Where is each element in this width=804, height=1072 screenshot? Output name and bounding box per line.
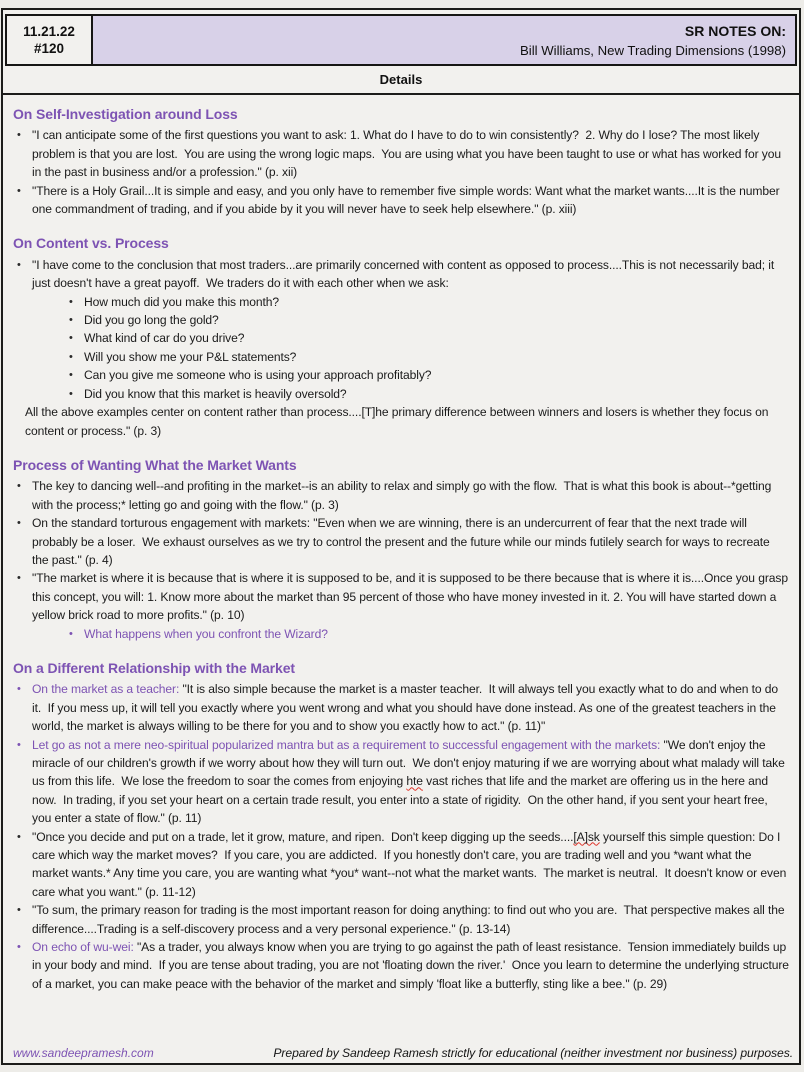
- notes-page: [1, 8, 801, 1065]
- sub-bullet-item: [65, 348, 789, 366]
- bullet-icon: •: [17, 480, 21, 493]
- details-section-label: Details: [3, 66, 799, 95]
- bullet-lead-text: Let go as not a mere neo-spiritual popularized mantra but as a requirement to successful engagement with the markets:: [32, 737, 664, 752]
- bullet-item: [13, 736, 789, 828]
- bullet-text: What happens when you confront the Wizard?: [84, 626, 328, 641]
- disclaimer-text: Prepared by Sandeep Ramesh strictly for educational (neither investment nor business) purposes.: [273, 1046, 793, 1060]
- website-link[interactable]: www.sandeepramesh.com: [13, 1046, 154, 1060]
- bullet-text: How much did you make this month?: [84, 294, 279, 309]
- section-heading: On Self-Investigation around Loss: [13, 106, 238, 122]
- page-footer: [3, 1046, 799, 1063]
- note-date: 11.21.22: [23, 24, 75, 39]
- bullet-item: [13, 126, 789, 181]
- sub-bullet-item: [65, 366, 789, 384]
- sub-bullet-item: [65, 329, 789, 347]
- bullet-text: "Once you decide and put on a trade, let it grow, mature, and ripen. Don't keep digging up the seeds....[A]sk yourself this simple question: Do I care which way the market moves? If you care, you are addicted. If you honestly don't care, you are trading well and you *want what the market wants.* Any time you care, you are wanting what *you* want--not what the market wants. The market is neutral. It doesn't know or even care what you want." (p. 11-12): [32, 829, 790, 899]
- section-heading: On Content vs. Process: [13, 235, 169, 252]
- bullet-text: "I can anticipate some of the first questions you want to ask: 1. What do I have to do to win consistently? 2. Why do I lose? The most likely problem is that you are lost. You are using the wrong logic maps. You are using what you have been taught to use or what has worked for you in the past in business and/or a profession." (p. xii): [32, 128, 785, 180]
- header-band: [5, 14, 797, 66]
- bullet-text: "I have come to the conclusion that most traders...are primarily concerned with content as opposed to process....This is not necessarily bad; it just doesn't have a great payoff. We traders do it with each other when we ask:: [32, 257, 778, 291]
- bullet-icon: •: [17, 258, 21, 271]
- misspelling-underline: [A]sk: [573, 829, 600, 844]
- bullet-icon: •: [17, 941, 21, 954]
- bullet-item: [13, 514, 789, 569]
- bullet-icon: •: [69, 332, 73, 345]
- bullet-text: Can you give me someone who is using your approach profitably?: [84, 368, 432, 383]
- bullet-icon: •: [17, 184, 21, 197]
- bullet-text: The key to dancing well--and profiting in the market--is an ability to relax and simply go with the flow. That is what this book is about--*getting with the process;* letting go and going with the flow." (p. 3): [32, 479, 775, 512]
- bullet-icon: •: [17, 904, 21, 917]
- section-heading: On a Different Relationship with the Market: [13, 659, 295, 676]
- bullet-item: [13, 182, 789, 219]
- bullet-icon: •: [69, 369, 73, 382]
- bullet-item: [13, 901, 789, 938]
- bullet-lead-text: On echo of wu-wei:: [32, 940, 137, 955]
- sub-bullet-item: [65, 385, 789, 403]
- notes-label: SR NOTES ON:: [684, 23, 786, 39]
- date-issue-box: [7, 16, 93, 64]
- bullet-icon: •: [17, 683, 21, 696]
- bullet-text: Did you know that this market is heavily oversold?: [84, 386, 347, 401]
- bullet-icon: •: [17, 572, 21, 585]
- bullet-text: On the standard torturous engagement with markets: "Even when we are winning, there is an undercurrent of fear that the next trade will probably be a loser. We exhaust ourselves as we try to control the present and the future while our minds futilely search for ways to recreate the past." (p. 4): [32, 516, 773, 567]
- bullet-icon: •: [69, 387, 73, 400]
- bullet-lead-text: On the market as a teacher:: [32, 682, 183, 697]
- bullet-icon: •: [69, 314, 73, 327]
- misspelling-underline: hte: [406, 774, 423, 789]
- note-subject: Bill Williams, New Trading Dimensions (1998): [519, 43, 786, 58]
- notes-content: [3, 95, 799, 1046]
- bullet-item: [13, 938, 793, 993]
- sub-bullet-item: [65, 311, 789, 329]
- bullet-text: Let go as not a mere neo-spiritual popularized mantra but as a requirement to successful engagement with the markets: "We don't enjoy the miracle of our children's growth if we worry about how they will turn out. We don't enjoy maturing if we are worrying about what malady will take us from this life. We lose the freedom to soar the comes from enjoying hte vast riches that life and the market are offering us in the here and now. In trading, if you set your heart on a certain trade result, you enter into a state of rigidity. On the other hand, if you sent your heart free, you enter a state of flow." (p. 11): [32, 737, 788, 826]
- bullet-text: On echo of wu-wei: "As a trader, you always know when you are trying to go against the path of least resistance. Tension immediately builds up in your body and mind. If you are tense about trading, you are not 'floating down the river.' Once you learn to determine the underlying structure of a market, you can make peace with the behavior of the market and simply 'float like a butterfly, sting like a bee." (p. 29): [32, 940, 793, 991]
- bullet-icon: •: [69, 350, 73, 363]
- title-box: [93, 16, 795, 64]
- note-issue-number: #120: [33, 41, 65, 56]
- bullet-icon: •: [17, 738, 21, 751]
- bullet-item: [13, 569, 792, 624]
- bullet-icon: •: [17, 830, 21, 843]
- bullet-text: "There is a Holy Grail...It is simple and easy, and you only have to remember five simple words: Want what the market wants....It is the number one commandment of trading, and if you abide by it you will never have to seek help elsewhere." (p. xiii): [32, 183, 783, 217]
- bullet-text: Will you show me your P&L statements?: [84, 349, 297, 364]
- bullet-icon: •: [69, 295, 73, 308]
- bullet-item: [13, 256, 789, 293]
- bullet-icon: •: [17, 517, 21, 530]
- bullet-text: "To sum, the primary reason for trading is the most important reason for doing anything: to find out who you are. That perspective makes all the difference....Trading is a self-discovery process and a very personal experience." (p. 13-14): [32, 903, 788, 936]
- section-heading: Process of Wanting What the Market Wants: [13, 456, 297, 473]
- bullet-item: [13, 828, 789, 902]
- bullet-text: "The market is where it is because that is where it is supposed to be, and it is supposed to be there because that is where it is....Once you grasp this concept, you will: 1. Know more about the market than 95 percent of those who have money invested in it. 2. You will have started down a yellow brick road to more profits." (p. 10): [32, 571, 792, 623]
- bullet-text: What kind of car do you drive?: [84, 331, 245, 346]
- bullet-text: Did you go long the gold?: [84, 313, 219, 328]
- bullet-item: [13, 680, 789, 735]
- sub-bullet-item: [65, 293, 789, 311]
- continuation-text: All the above examples center on content rather than process....[T]he primary difference between winners and losers is whether they focus on content or process." (p. 3): [25, 405, 772, 438]
- bullet-icon: •: [17, 129, 21, 142]
- bullet-icon: •: [69, 627, 73, 640]
- sub-bullet-item: [65, 625, 789, 643]
- bullet-text: On the market as a teacher: "It is also simple because the market is a master teacher. It will always tell you exactly what to do and when to do it. If you mess up, it will tell you exactly where you went wrong and what you should have done instead. As one of the greatest teachers in the world, the market is always willing to be there for you and to show you exactly how to act." (p. 11)": [32, 682, 782, 734]
- bullet-item: [13, 477, 789, 514]
